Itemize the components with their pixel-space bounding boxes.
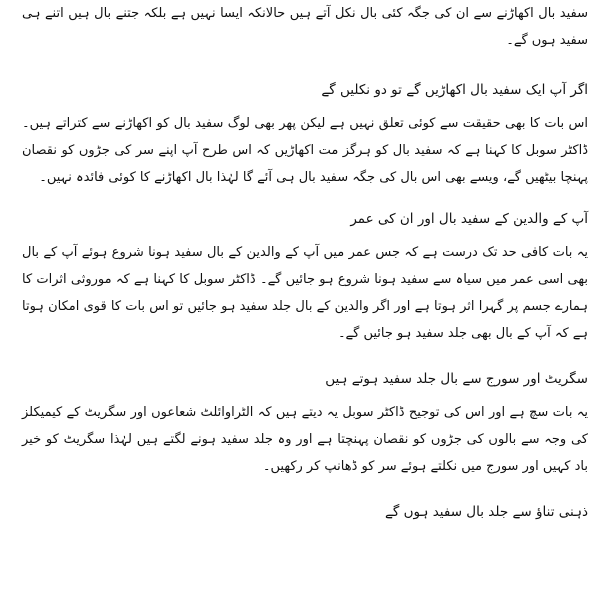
section-heading-pluck-hair: اگر آپ ایک سفید بال اکھاڑیں گے تو دو نکلیں گے [321, 82, 588, 98]
section-paragraph-smoking-sun: یہ بات سچ ہے اور اس کی توجیح ڈاکٹر سوبل یہ دیتے ہیں کہ الٹراوائلٹ شعاعوں اور سگریٹ کے کیمیکلز کی وجہ سے بالوں کی جڑوں کو نقصان پہنچتا ہے اور وہ جلد سفید ہونے لگتے ہیں لہٰذا سگریٹ کو خیر باد کہیں اور سورج میں نکلتے ہوئے سر کو ڈھانپ کر رکھیں۔ [22, 405, 588, 474]
section-paragraph-pluck-hair: اس بات کا بھی حقیقت سے کوئی تعلق نہیں ہے لیکن پھر بھی لوگ سفید بال کو اکھاڑنے سے کتراتے ہیں۔ڈاکٹر سوبل کا کہنا ہے کہ سفید بال کو ہرگز مت اکھاڑیں کہ اس طرح آپ اپنے سر کی جڑوں کو نقصان پہنچا بیٹھیں گے، ویسے بھی اس بال کی جگہ سفید بال ہی آئے گا لہٰذا بال اکھاڑنے کا کوئی فائدہ نہیں۔ [22, 116, 588, 185]
article-top-fragment: سفید بال اکھاڑنے سے ان کی جگہ کئی بال نکل آتے ہیں حالانکہ ایسا نہیں ہے بلکہ جتنے بال ہیں اتنے ہی سفید ہوں گے۔ [22, 6, 588, 48]
section-heading-stress: ذہنی تناؤ سے جلد بال سفید ہوں گے [385, 504, 588, 520]
section-heading-parents-age: آپ کے والدین کے سفید بال اور ان کی عمر [350, 211, 588, 227]
section-heading-smoking-sun: سگریٹ اور سورج سے بال جلد سفید ہوتے ہیں [325, 371, 588, 387]
section-paragraph-parents-age: یہ بات کافی حد تک درست ہے کہ جس عمر میں آپ کے والدین کے بال سفید ہونا شروع ہوئے آپ کے بال بھی اسی عمر میں سیاہ سے سفید ہونا شروع ہو جائیں گے۔ ڈاکٹر سوبل کا کہنا ہے کہ موروثی اثرات کا ہمارے جسم پر گہرا اثر ہوتا ہے اور اگر والدین کے بال جلد سفید ہو جائیں تو اس بات کا قوی امکان ہوتا ہے کہ آپ کے بال بھی جلد سفید ہو جائیں گے۔ [22, 245, 588, 341]
